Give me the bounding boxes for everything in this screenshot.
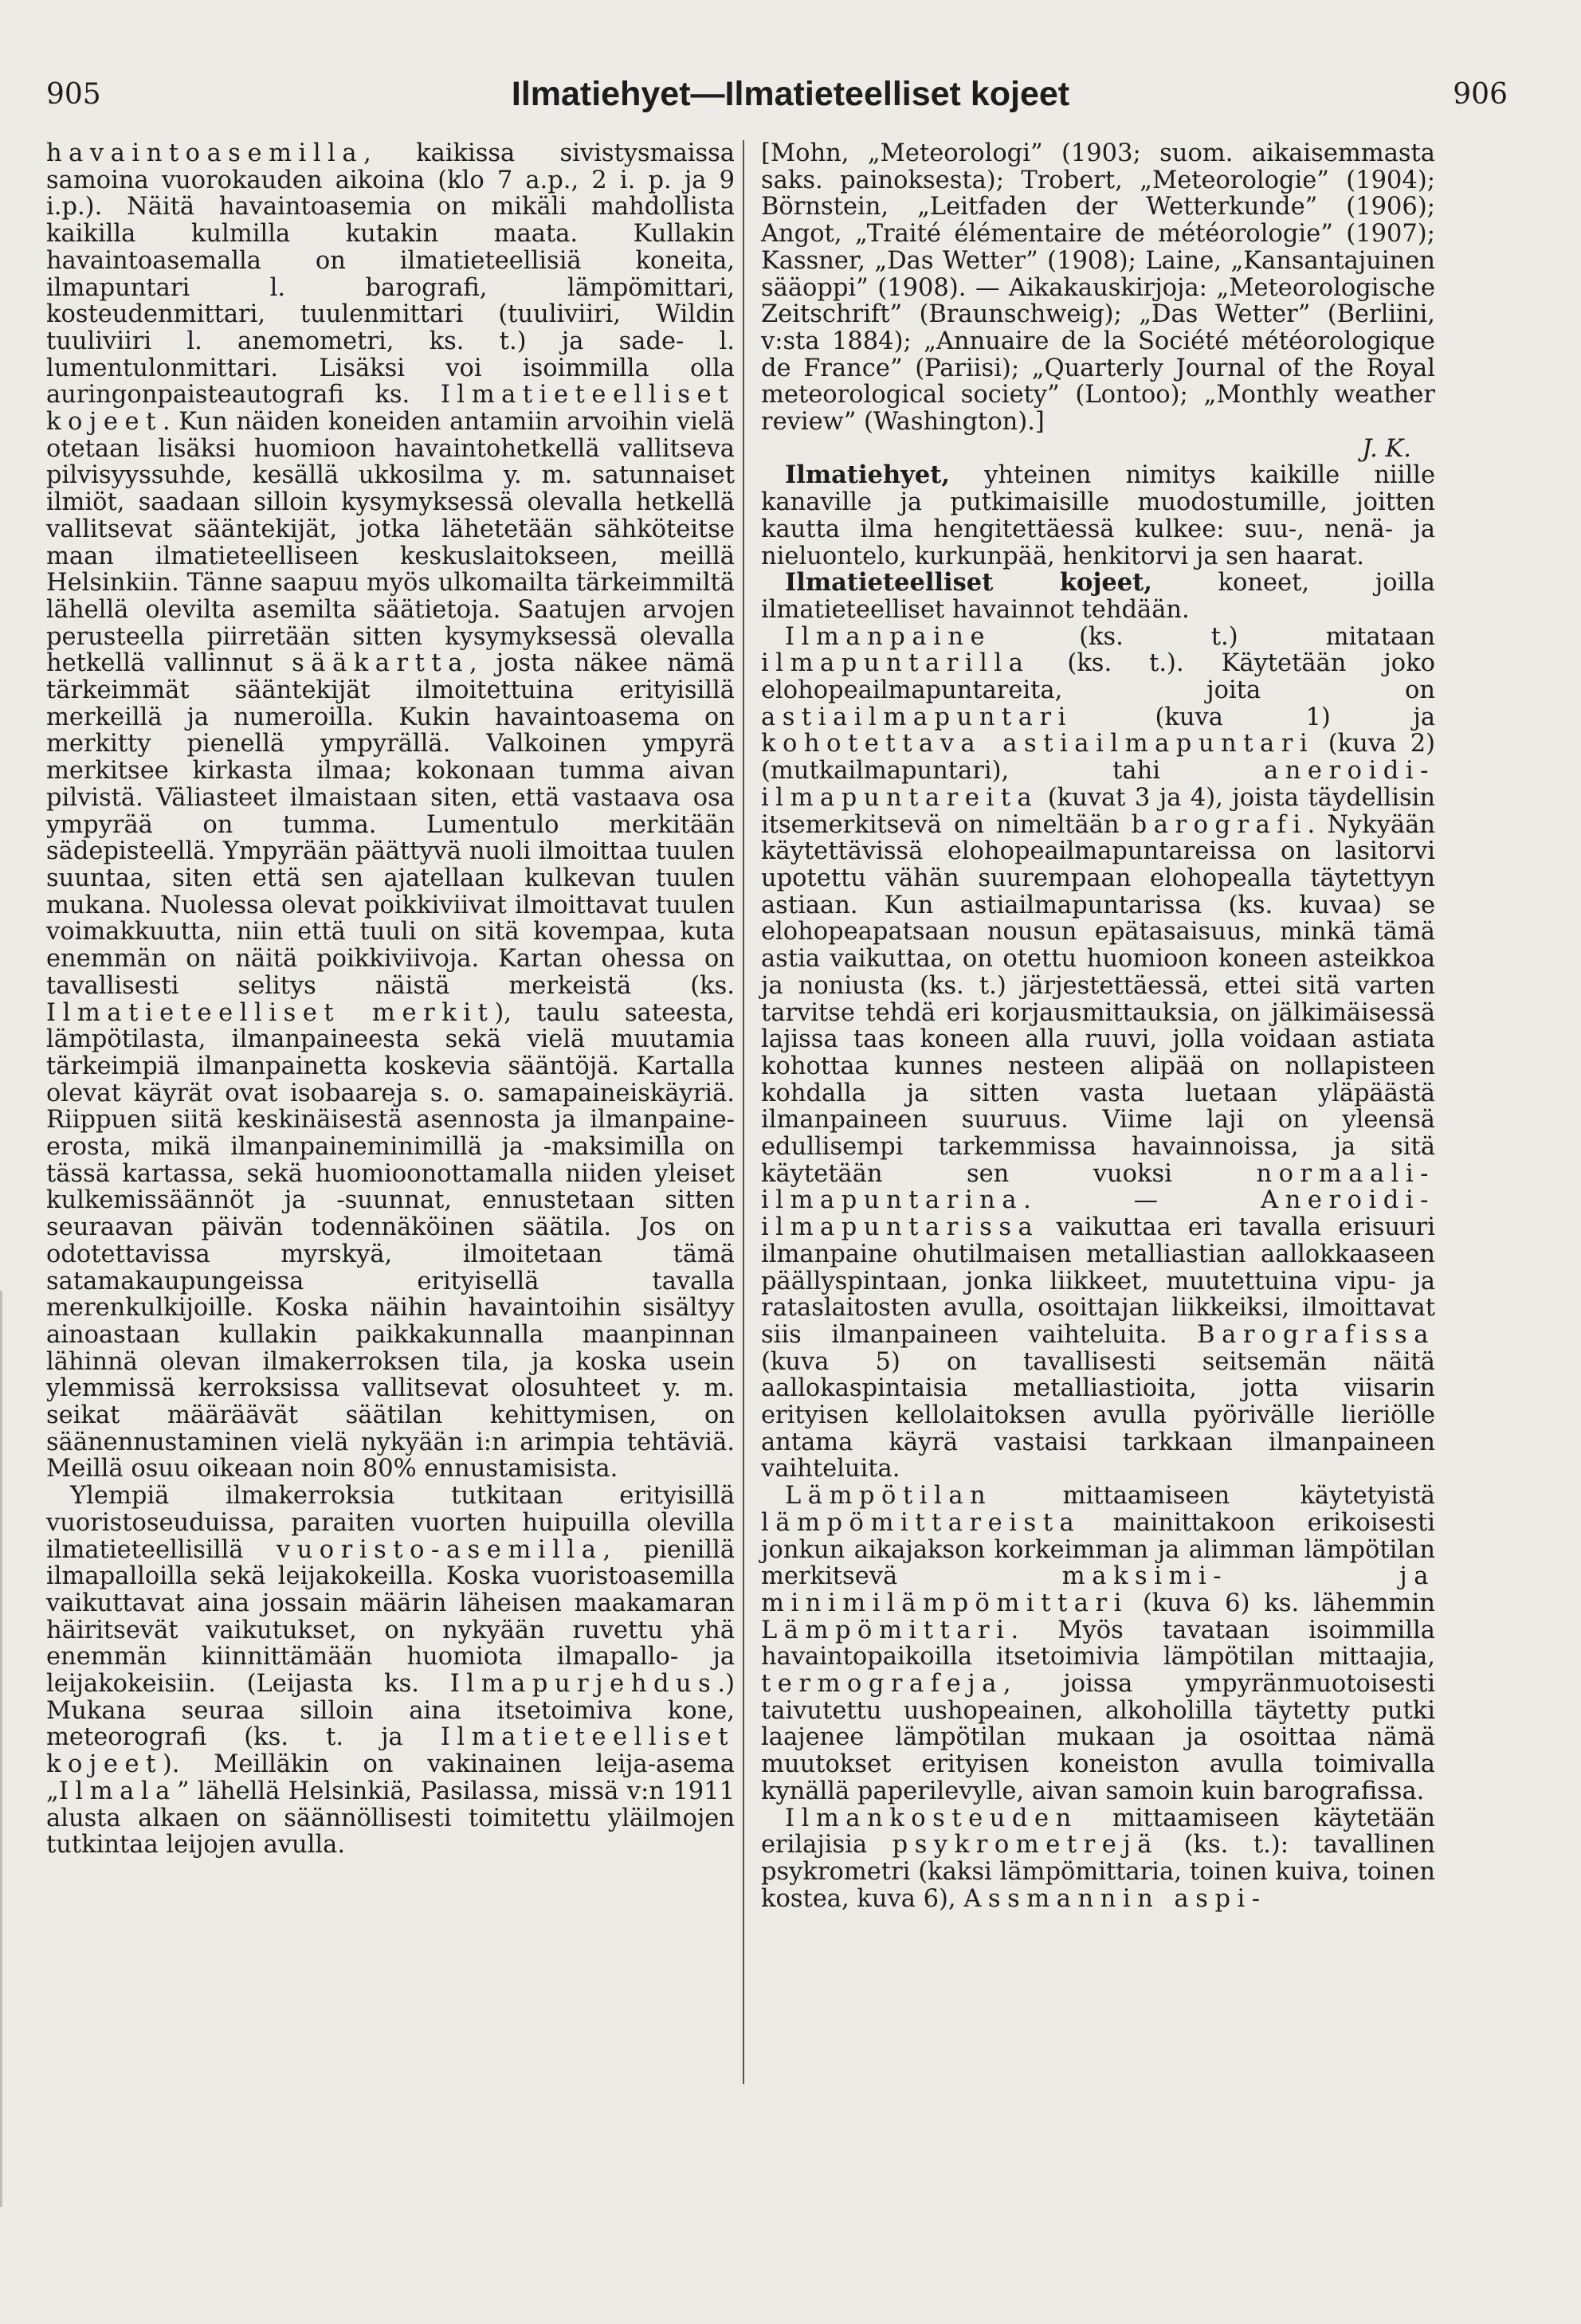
entry-headword: Ilmatieteelliset kojeet, [785,568,1152,598]
spaced-term: kohotettava astiailmapuntari [761,730,1315,758]
text-run: (kuva 1) ja [1072,703,1435,731]
spaced-term: aneroidi-ilmapuntareita [761,757,1435,812]
cross-reference[interactable]: Ilmapurjehdus [449,1670,718,1699]
text-run: (kuva 6) ks. lähemmin [1128,1589,1435,1617]
spaced-term: Aneroidi-ilmapuntarissa [761,1186,1435,1242]
text-run: mittaamiseen käytetään erilajisia [761,1804,1435,1860]
spaced-term: Ilmanpaine [785,622,992,651]
spaced-term: barografi [1131,810,1308,839]
right-column [761,140,1435,1912]
text-run: mainittakoon erikoisesti jonkun aikajakson korkeimman ja alimman lämpötilan merkitsevä [761,1508,1435,1591]
cross-reference[interactable]: Lämpömittari [761,1616,1011,1644]
text-run: Ylempiä ilmakerroksia tutkitaan erityisillä vuoristoseuduissa, paraiten vuorten huipuilla olevilla ilmatieteellisillä [46,1482,735,1564]
spaced-term: Barografissa [1197,1320,1435,1349]
running-title: Ilmatiehyet—Ilmatieteelliset kojeet [511,75,1070,113]
spaced-term: Assmannin aspi- [963,1884,1267,1913]
cross-reference[interactable]: Ilmatieteelliset merkit [46,998,495,1027]
entry-headword: Ilmatiehyet, [785,460,950,490]
cross-reference[interactable]: Ilmatieteelliset kojeet [46,1723,735,1779]
text-run: , joissa ympyränmuotoisesti taivutettu uushopeainen, alkoholilla täytetty putki laajenee lämpötilan mukaan ja osoittaa nämä muutokset erityisen koneiston avulla toimivalla kynällä paperilevylle, aivan samoin kuin barografissa. [761,1670,1435,1805]
text-run: , pienillä ilmapalloilla sekä leijakokeilla. Koska vuoristoasemilla vaikuttavat aina jossain määrin läheisen maakamaran häiritsevät vaikutukset, on nykyään ruvettu yhä enemmän kiinnittämään huomiota ilmapallo- ja leijakokeisiin. (Leijasta ks. [46,1535,735,1699]
column-divider [743,140,744,2084]
spaced-term: sääkartta [292,649,469,678]
spaced-term: normaali-ilmapuntarina [761,1159,1435,1215]
text-run: (kuvat 3 ja 4), joista täydellisin itsemerkitsevä on nimeltään [761,783,1435,839]
text-run: (ks. t.): tavallinen psykrometri (kaksi lämpömittaria, toinen kuiva, toinen kostea, kuva 6), [761,1831,1435,1913]
scan-edge-shadow [0,1291,2,2207]
entry-ilmatieteelliset-kojeet [761,570,1435,623]
text-run: (kuva 2) (mutkailmapuntari), tahi [761,730,1435,786]
text-run: (ks. t.). Käytetään joko elohopeailmapuntareita, joita on [761,649,1435,705]
text-run: (kuva 5) on tavallisesti seitsemän näitä aallokaspintaisia metalliastioita, jotta viisarin erityisen kellolaitoksen avulla pyörivälle lieriölle antama käyrä vastaisi tarkkaan ilmanpaineen vaihteluita. [761,1347,1435,1483]
paragraph-air-pressure [761,624,1435,1483]
spaced-term: astiailmapuntari [761,703,1073,731]
spaced-term: termografeja [761,1670,1003,1699]
text-run: vaikuttaa eri tavalla erisuuri ilmanpaine ohutilmaisen metalliastian aallokkaaseen päällyspintaan, jonka liikkeet, muutettuina vipu- ja rataslaitosten avulla, osoittajan liikkeiksi, ilmoittavat siis ilmanpaineen vaihteluita. [761,1213,1435,1349]
paragraph-humidity [761,1805,1435,1913]
spaced-term: vuoristo-asemilla [276,1535,603,1564]
left-column [46,140,735,1859]
text-run: , kaikissa sivistysmaissa samoina vuorokauden aikoina (klo 7 a.p., 2 i. p. ja 9 i.p.). Näitä havaintoasemia on mikäli mahdollista kaikilla kulmilla kutakin maata. Kullakin havaintoasemalla on ilmatieteellisiä koneita, ilmapuntari l. barografi, lämpömittari, kosteudenmittari, tuulenmittari (tuuliviiri, Wildin tuuliviiri l. anemometri, ks. t.) ja sade- l. lumentulonmittari. Lisäksi voi isoimmilla olla auringonpaisteautografi ks. [46,139,735,410]
spaced-term: ilmapuntarilla [761,649,1030,678]
text-run: (ks. t.) mitataan [991,622,1435,651]
spaced-term: havaintoasemilla [46,139,364,167]
text-run: koneet, joilla ilmatieteelliset havainnot tehdään. [761,569,1435,624]
text-run: ), taulu sateesta, lämpötilasta, ilmanpaineesta sekä vielä muutamia tärkeimpiä ilmanpainetta koskevia sääntöjä. Kartalla olevat käyrät ovat isobaareja s. o. samapaineiskäyriä. Riippuen siitä keskinäisestä asennosta ja ilmanpaine-erosta, mikä ilmanpaineminimillä ja -maksimilla on tässä kartassa, sekä huomioonottamalla niiden yleiset kulkemissäännöt ja -suunnat, ennustetaan sitten seuraavan päivän todennäköinen säätila. Jos on odotettavissa myrskyä, ilmoitetaan tämä satamakaupungeissa erityisellä tavalla merenkulkijoille. Koska näihin havaintoihin sisältyy ainoastaan kullakin paikkakunnalla maanpinnan lähinnä olevan ilmakerroksen tila, ja koska usein ylemmissä kerroksissa vallitsevat olosuhteet y. m. seikat määräävät säätilan kehittymisen, on säänennustaminen vielä nykyään i:n arimpia tehtäviä. Meillä osuu oikeaan noin 80% ennustamisista. [46,998,735,1483]
paragraph-weather-stations [46,140,735,1483]
spaced-term: maksimi- ja minimilämpömittari [761,1562,1435,1617]
text-run: . Kun näiden koneiden antamiin arvoihin vielä otetaan lisäksi huomioon havaintohetkellä vallitseva pilvisyyssuhde, kesällä ukkosilma y. m. satunnaiset ilmiöt, saadaan silloin kysymyksessä olevalla hetkellä vallitsevat sääntekijät, jotka lähetetään sähköteitse maan ilmatieteelliseen keskuslaitokseen, meillä Helsinkiin. Tänne saapuu myös ulkomailta tärkeimmiltä lähellä olevilta asemilta säätietoja. Saatujen arvojen perusteella piirretään sitten kysymyksessä olevalla hetkellä vallinnut [46,408,735,678]
text-run: mittaamiseen käytetyistä [992,1482,1435,1511]
spaced-term: lämpömittareista [761,1508,1081,1537]
text-run: yhteinen nimitys kaikille niille kanaville ja putkimaisille muodostumille, joitten kautta ilma hengitettäessä kulkee: suu-, nenä- ja nieluontelo, kurkunpää, henkitorvi ja sen haarat. [761,461,1435,570]
paragraph-upper-air [46,1483,735,1859]
text-run: . Nykyään käytettävissä elohopeailmapuntareissa on lasitorvi upotettu vähän suurempaan elohopealla täytettyyn astiaan. Kun astiailmapuntarissa (ks. kuvaa) se elohopeapatsaan nousun epätasaisuus, minkä tämä astia vaikuttaa, on otettu huomioon koneen asteikkoa ja noniusta (ks. t.) järjestettäessä, ettei sitä varten tarvitse tehdä eri korjausmittauksia, on jälkimäisessä lajissa taas koneen alla ruuvi, jolla voidaan astiata kohottaa kunnes nesteen alipää on nollapisteen kohdalla ja sitten vasta luetaan yläpäästä ilmanpaineen suuruus. Viime laji on yleensä edullisempi tarkemmissa havainnoissa, ja sitä käytetään sen vuoksi [761,810,1435,1188]
page-number-left: 905 [46,78,101,111]
entry-ilmatiehyet [761,462,1435,570]
spaced-term: Ilmankosteuden [785,1804,1078,1832]
bibliography: [Mohn, „Meteorologi” (1903; suom. aikaisemmasta saks. painoksesta); Trobert, „Meteorologie” (1904); Börnstein, „Leitfaden der Wetterkunde” (1906); Angot, „Traité élémentaire de météorologie” (1907); Kassner, „Das Wetter” (1908); Laine, „Kansantajuinen sääoppi” (1908). — Aikakauskirjoja: „Meteorologische Zeitschrift” (Braunschweig); „Das Wetter” (Berliini, v:sta 1884); „Annuaire de la Société météorologique de France” (Pariisi); „Quarterly Journal of the Royal meteorological society” (Lontoo); „Monthly weather review” (Washington).] [761,139,1435,437]
cross-reference[interactable]: Ilmatieteelliset kojeet [46,381,735,437]
text-run: . Myös tavataan isoimmilla havaintopaikoilla itsetoimivia lämpötilan mittaajia, [761,1616,1435,1671]
text-run: ” lähellä Helsinkiä, Pasilassa, missä v:n 1911 alusta alkaen on säännöllisesti toimitettu yläilmojen tutkintaa leijojen avulla. [46,1777,735,1860]
page-header [0,75,1581,126]
paragraph-temperature [761,1483,1435,1805]
author-signature: J. K. [1362,434,1411,463]
text-run: . — [1023,1186,1261,1215]
text-run: .) Mukana seuraa silloin aina itsetoimiva kone, meteorografi (ks. t. ja [46,1670,735,1752]
spaced-term: Lämpötilan [785,1482,993,1511]
spaced-term: psykrometrejä [892,1831,1159,1860]
text-run: ). Meilläkin on vakinainen leija-asema „ [46,1750,735,1805]
spaced-term: Ilmala [58,1777,177,1805]
text-run: , josta näkee nämä tärkeimmät sääntekijät ilmoitettuina erityisillä merkeillä ja numeroilla. Kukin havaintoasema on merkitty pienellä ympyrällä. Valkoinen ympyrä merkitsee kirkasta ilmaa; kokonaan tumma aivan pilvistä. Väliasteet ilmaistaan siten, että vastaava osa ympyrää on tumma. Lumentulo merkitään sädepisteellä. Ympyrään päättyvä nuoli ilmoittaa tuulen suuntaa, siten että sen ajatellaan kulkevan tuulen mukana. Nuolessa olevat poikkiviivat ilmoittavat tuulen voimakkuutta, niin että tuuli on sitä kovempaa, kuta enemmän on näitä poikkiviivoja. Kartan ohessa on tavallisesti selitys näistä merkeistä (ks. [46,649,735,1000]
page-number-right: 906 [1453,78,1508,111]
